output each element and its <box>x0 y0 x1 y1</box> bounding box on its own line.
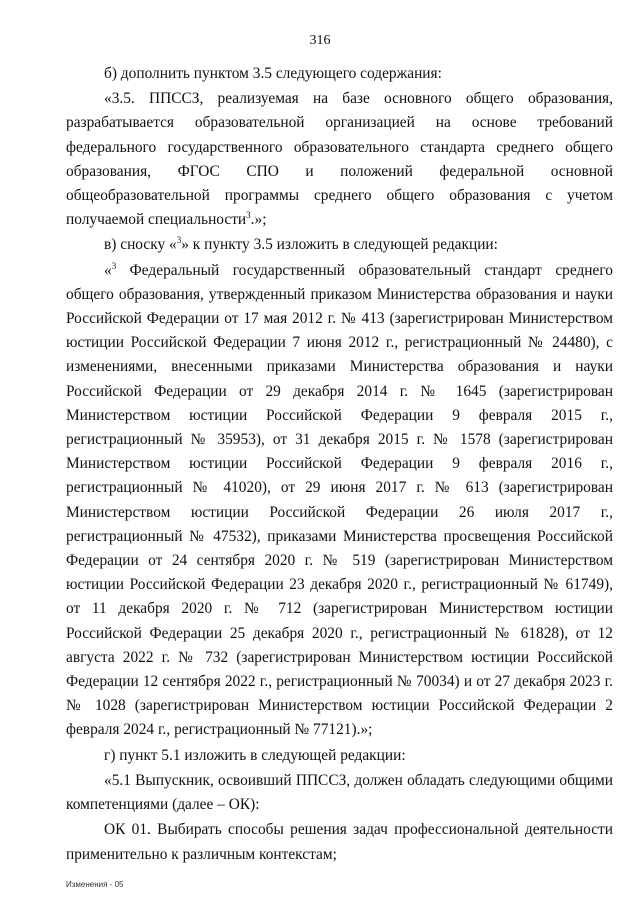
footnote-number: 3 <box>111 260 117 271</box>
footnote-ref-3: 3 <box>246 210 251 221</box>
paragraph-3-5-end: .»; <box>250 211 267 229</box>
page-number: 316 <box>309 33 331 48</box>
paragraph-v-intro-sup: 3 <box>176 235 182 246</box>
paragraph-g-intro-text: г) пункт 5.1 изложить в следующей редакции: <box>104 746 406 764</box>
paragraph-v-intro <box>66 233 613 257</box>
paragraph-3-5 <box>66 87 613 232</box>
paragraph-b-intro-text: б) дополнить пунктом 3.5 следующего содержания: <box>104 65 442 82</box>
paragraph-v-intro-after: » к пункту 3.5 изложить в следующей редакции: <box>181 236 498 254</box>
paragraph-b-intro <box>66 62 613 86</box>
footnote-open-quote: « <box>104 261 112 279</box>
footer-note: Изменения - 05 <box>66 880 124 889</box>
paragraph-ok-01 <box>66 818 613 866</box>
paragraph-5-1-text: «5.1 Выпускник, освоивший ППССЗ, должен обладать следующими общими компетенциями (далее – ОК): <box>66 771 613 814</box>
paragraph-5-1 <box>66 769 613 817</box>
paragraph-3-5-text: «3.5. ППССЗ, реализуемая на базе основного общего образования, разрабатывается образовательной организацией на основе требований федерального государственного образовательного стандарта среднего общего образования, ФГОС СПО и положений федеральной основной общеобразовательной программы среднего общего образования с учетом получаемой специальности <box>66 90 613 229</box>
document-body <box>66 62 613 867</box>
paragraph-v-intro-before: в) сноску « <box>104 236 177 254</box>
paragraph-footnote-3 <box>66 259 613 743</box>
paragraph-g-intro <box>66 744 613 768</box>
paragraph-ok-01-text: ОК 01. Выбирать способы решения задач профессиональной деятельности применительно к различным контекстам; <box>66 821 613 863</box>
footnote-text: Федеральный государственный образовательный стандарт среднего общего образования, утвержденный приказом Министерства образования и науки Российской Федерации от 17 мая 2012 г. № 413 (зарегистрирован Министерством юстиции Российской Федерации 7 июня 2012 г., регистрационный № 24480), с изменениями, внесенными приказами Министерства образования и науки Российской Федерации от 29 декабря 2014 г. № 1645 (зарегистрирован Министерством юстиции Российской Федерации 9 февраля 2015 г., регистрационный № 35953), от 31 декабря 2015 г. № 1578 (зарегистрирован Министерством юстиции Российской Федерации 9 февраля 2016 г., регистрационный № 41020), от 29 июня 2017 г. № 613 (зарегистрирован Министерством юстиции Российской Федерации 26 июля 2017 г., регистрационный № 47532), приказами Министерства просвещения Российской Федерации от 24 сентября 2020 г. № 519 (зарегистрирован Министерством юстиции Российской Федерации 23 декабря 2020 г., регистрационный № 61749), от 11 декабря 2020 г. № 712 (зарегистрирован Министерством юстиции Российской Федерации 25 декабря 2020 г., регистрационный № 61828), от 12 августа 2022 г. № 732 (зарегистрирован Министерством юстиции Российской Федерации 12 сентября 2022 г., регистрационный № 70034) и от 27 декабря 2023 г. № 1028 (зарегистрирован Министерством юстиции Российской Федерации 2 февраля 2024 г., регистрационный № 77121).»; <box>66 261 613 739</box>
